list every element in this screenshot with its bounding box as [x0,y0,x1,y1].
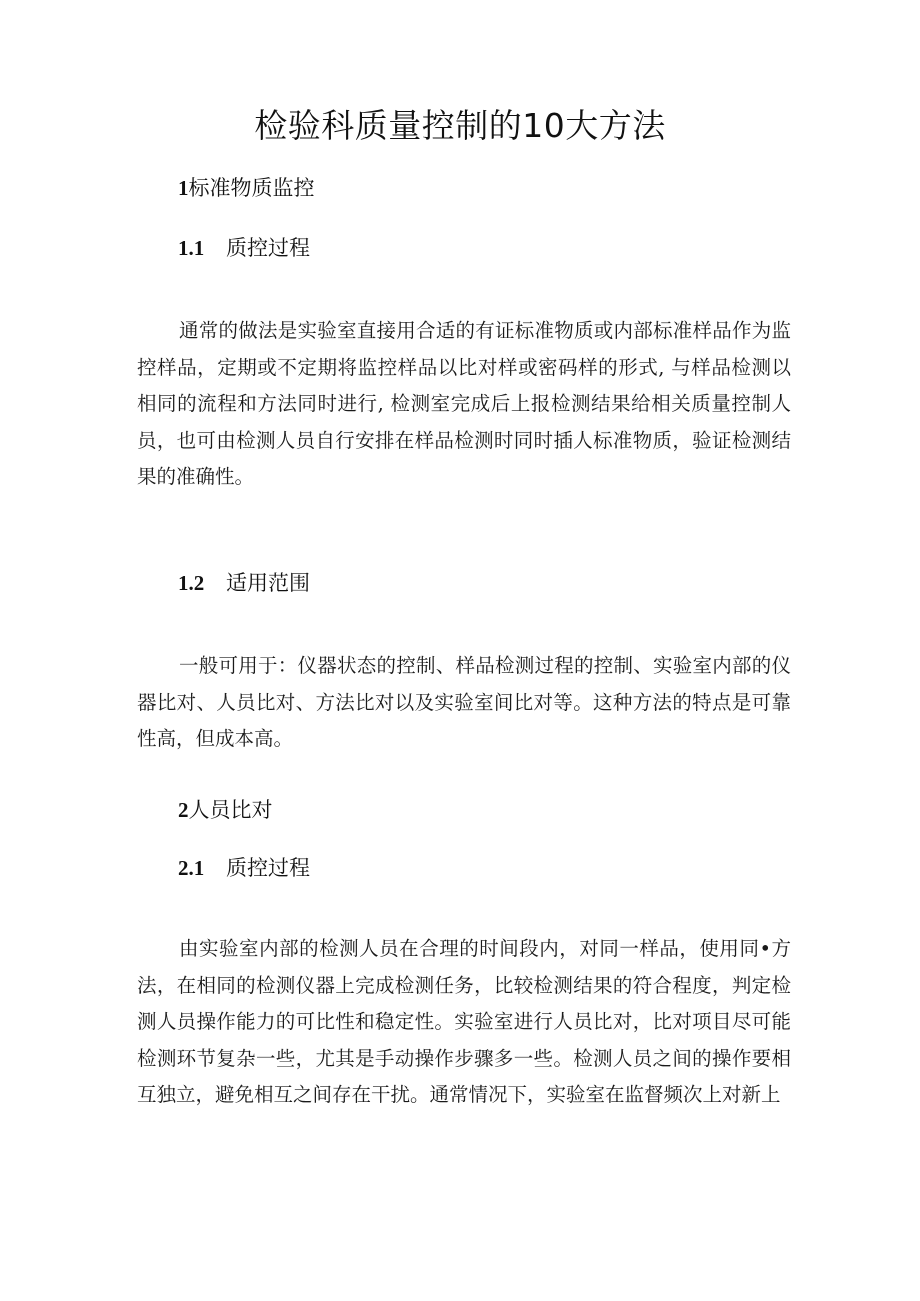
section-heading-text: 人员比对 [188,798,273,822]
section-heading-text: 标准物质监控 [188,176,315,200]
subsection-number: 1.2 [178,571,205,595]
subsection-heading-text: 质控过程 [226,856,310,880]
section-heading-2 [178,795,273,825]
section-number: 1 [178,176,189,200]
section-heading-1 [178,173,315,203]
subsection-number: 2.1 [178,856,205,880]
document-title: 检验科质量控制的10大方法 [254,106,666,145]
subsection-number: 1.1 [178,236,205,260]
subsection-heading-1-1 [178,233,310,263]
subsection-heading-text: 适用范围 [226,571,310,595]
subsection-heading-text: 质控过程 [226,236,310,260]
subsection-heading-2-1 [178,853,310,883]
paragraph-2-1: 由实验室内部的检测人员在合理的时间段内，对同一样品，使用同•方法，在相同的检测仪器上完成检测任务，比较检测结果的符合程度，判定检测人员操作能力的可比性和稳定性。实验室进行人员比对，比对项目尽可能检测环节复杂一些，尤其是手动操作步骤多一些。检测人员之间的操作要相互独立，避免相互之间存在干扰。通常情况下，实验室在监督频次上对新上 [137,937,791,1107]
paragraph-1-1: 通常的做法是实验室直接用合适的有证标准物质或内部标准样品作为监控样品，定期或不定期将监控样品以比对样或密码样的形式, 与样品检测以相同的流程和方法同时进行, 检测室完成后上报检测结果给相关质量控制人员，也可由检测人员自行安排在样品检测时同时插人标准物质，验证检测结果的准确性。 [137,319,791,489]
subsection-heading-1-2 [178,568,310,598]
section-number: 2 [178,798,189,822]
paragraph-1-2: 一般可用于：仪器状态的控制、样品检测过程的控制、实验室内部的仪器比对、人员比对、方法比对以及实验室间比对等。这种方法的特点是可靠性高，但成本高。 [137,654,791,751]
